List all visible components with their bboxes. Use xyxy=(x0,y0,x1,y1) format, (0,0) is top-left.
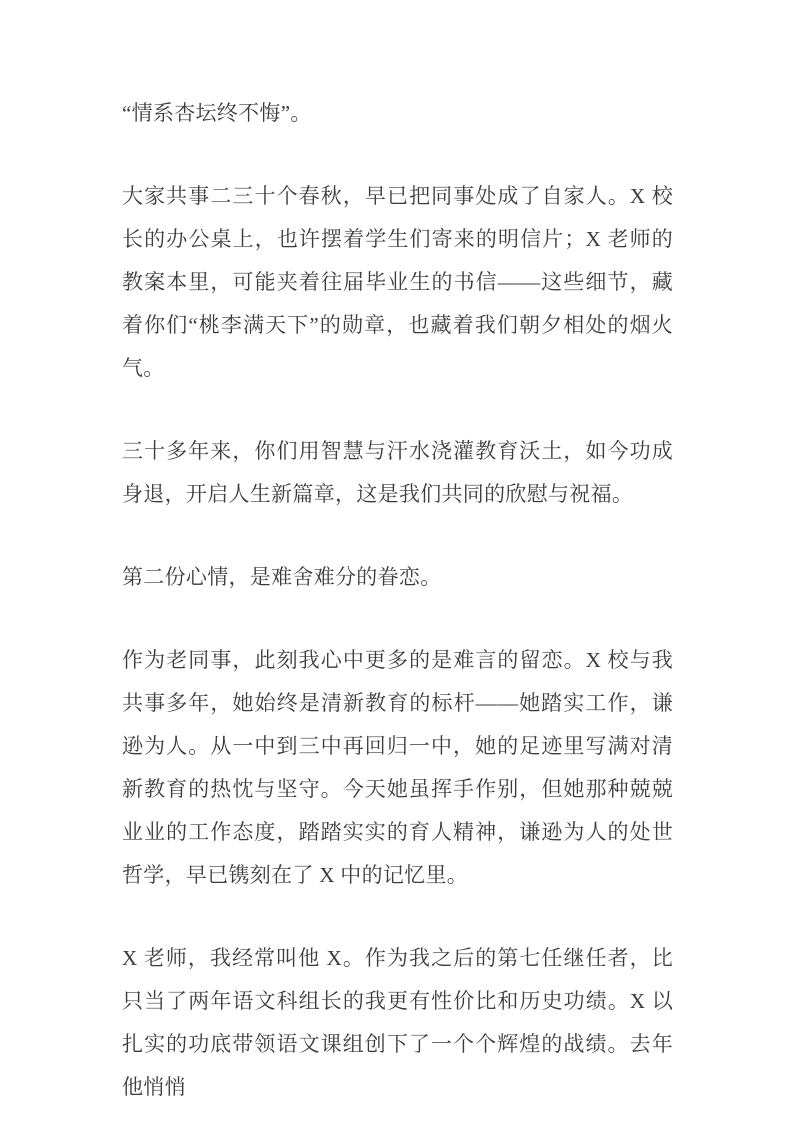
paragraph-principal-tribute: 作为老同事，此刻我心中更多的是难言的留恋。X 校与我共事多年，她始终是清新教育的标杆——她踏实工作，谦逊为人。从一中到三中再回归一中，她的足迹里写满对清新教育的热忱与坚守。今天她虽挥手作别，但她那种兢兢业业的工作态度，踏踏实实的育人精神，谦逊为人的处世哲学，早已镌刻在了 X 中的记忆里。 xyxy=(122,648,673,887)
document-body xyxy=(122,92,673,1122)
paragraph-thirty-years: 三十多年来，你们用智慧与汗水浇灌教育沃土，如今功成身退，开启人生新篇章，这是我们共同的欣慰与祝福。 xyxy=(122,439,673,506)
paragraph-quote-line: “情系杏坛终不悔”。 xyxy=(122,101,312,125)
paragraph-colleagues-memories: 大家共事二三十个春秋，早已把同事处成了自家人。X 校长的办公桌上，也许摆着学生们寄来的明信片；X 老师的教案本里，可能夹着往届毕业生的书信——这些细节，藏着你们“桃李满天下”的勋章，也藏着我们朝夕相处的烟火气。 xyxy=(122,184,673,380)
paragraph-second-feeling-heading: 第二份心情，是难舍难分的眷恋。 xyxy=(122,565,442,589)
paragraph-teacher-successor: X 老师，我经常叫他 X。作为我之后的第七任继任者，比只当了两年语文科组长的我更有性价比和历史功绩。X 以扎实的功底带领语文课组创下了一个个辉煌的战绩。去年他悄悄 xyxy=(122,946,673,1099)
